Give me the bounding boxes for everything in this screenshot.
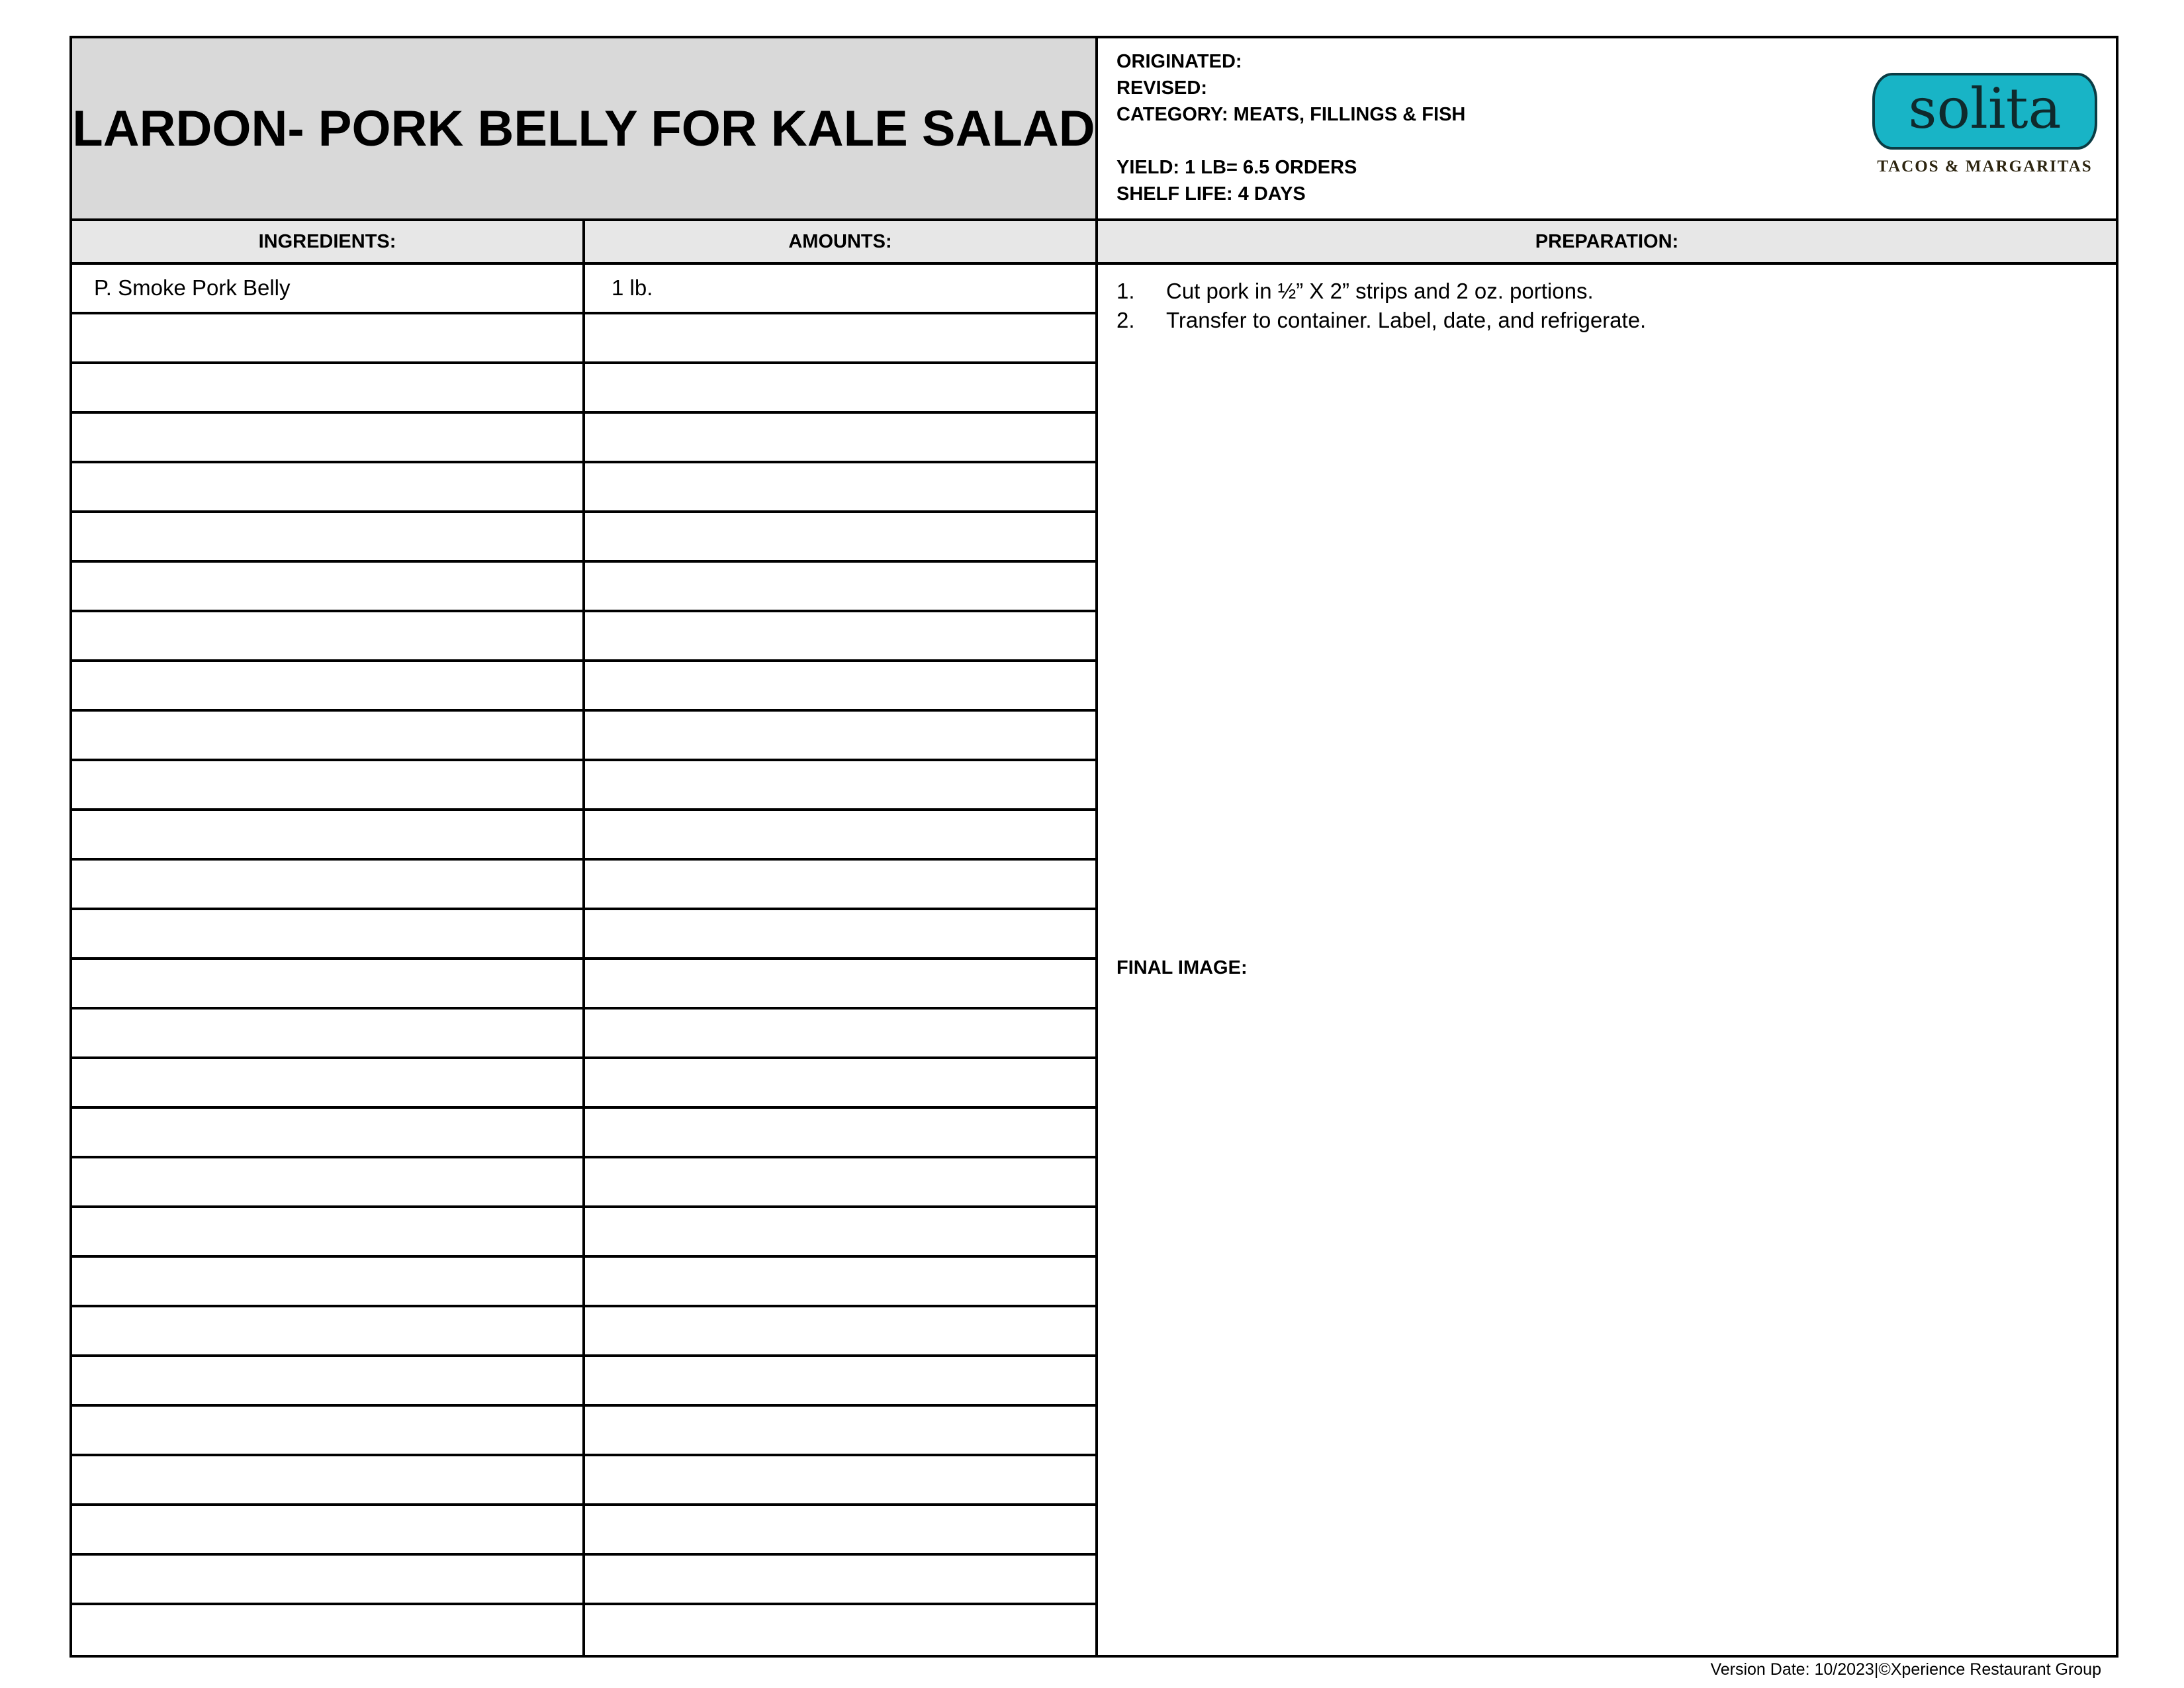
ingredient-cell [72, 1506, 585, 1553]
logo-tagline: TACOS & MARGARITAS [1877, 158, 2093, 175]
prep-step-number: 1. [1116, 279, 1135, 303]
amount-cell [585, 1258, 1098, 1305]
ingredient-cell [72, 662, 585, 709]
amount-cell [585, 761, 1098, 808]
preparation-section [1098, 265, 2116, 1655]
ingredient-cell [72, 314, 585, 361]
ingredient-cell [72, 1258, 585, 1305]
ingredient-cell [72, 1556, 585, 1603]
table-row [72, 1258, 1098, 1307]
amount-cell [585, 712, 1098, 759]
amount-cell [585, 1059, 1098, 1106]
prep-step-number: 2. [1116, 308, 1135, 332]
table-header-row [72, 218, 2116, 265]
ingredient-cell [72, 1009, 585, 1056]
amount-cell: 1 lb. [585, 265, 1098, 312]
amount-cell [585, 1556, 1098, 1603]
amount-cell [585, 513, 1098, 560]
table-row [72, 910, 1098, 960]
prep-step-text: Transfer to container. Label, date, and refrigerate. [1166, 308, 1647, 332]
table-row [72, 861, 1098, 910]
version-footer: Version Date: 10/2023|©Xperience Restaurant Group [1710, 1660, 2101, 1679]
amount-cell [585, 1109, 1098, 1156]
shelf-life-label: SHELF LIFE: 4 DAYS [1116, 183, 1306, 205]
table-row [72, 1109, 1098, 1158]
originated-label: ORIGINATED: [1116, 51, 1242, 72]
amount-cell [585, 1456, 1098, 1503]
amount-cell [585, 1208, 1098, 1255]
ingredient-cell [72, 910, 585, 957]
ingredient-cell [72, 811, 585, 858]
ingredient-cell [72, 1109, 585, 1156]
ingredient-cell [72, 1158, 585, 1205]
amount-cell [585, 861, 1098, 908]
table-row [72, 761, 1098, 811]
table-row [72, 1009, 1098, 1059]
amount-cell [585, 1506, 1098, 1553]
recipe-title: LARDON- PORK BELLY FOR KALE SALAD [72, 100, 1095, 157]
recipe-card [69, 36, 2118, 1658]
ingredient-cell [72, 563, 585, 610]
amount-cell [585, 1357, 1098, 1404]
table-row [72, 1506, 1098, 1556]
ingredients-header: INGREDIENTS: [72, 221, 585, 262]
ingredient-cell [72, 861, 585, 908]
ingredient-cell [72, 1605, 585, 1655]
ingredient-cell: P. Smoke Pork Belly [72, 265, 585, 312]
ingredient-cell [72, 612, 585, 659]
table-row [72, 314, 1098, 364]
amount-cell [585, 612, 1098, 659]
ingredient-cell [72, 414, 585, 461]
table-row [72, 1307, 1098, 1357]
table-row [72, 1208, 1098, 1258]
table-row [72, 712, 1098, 761]
amount-cell [585, 314, 1098, 361]
ingredient-cell [72, 1208, 585, 1255]
amount-cell [585, 662, 1098, 709]
ingredient-cell [72, 761, 585, 808]
ingredient-cell [72, 1059, 585, 1106]
table-row [72, 513, 1098, 563]
preparation-header: PREPARATION: [1535, 230, 1679, 252]
amount-cell [585, 960, 1098, 1007]
ingredient-cell [72, 1407, 585, 1454]
amount-cell [585, 1407, 1098, 1454]
table-row [72, 1158, 1098, 1208]
table-row [72, 414, 1098, 463]
amount-cell [585, 811, 1098, 858]
ingredient-cell [72, 463, 585, 510]
yield-label: YIELD: 1 LB= 6.5 ORDERS [1116, 157, 1357, 178]
solita-logo [1866, 73, 2104, 185]
table-row [72, 1605, 1098, 1655]
table-row [72, 1357, 1098, 1407]
revised-label: REVISED: [1116, 77, 1207, 99]
amount-cell [585, 1307, 1098, 1354]
ingredient-cell [72, 1456, 585, 1503]
table-row [72, 1059, 1098, 1109]
ingredient-cell [72, 1357, 585, 1404]
ingredient-cell [72, 364, 585, 411]
logo-badge [1872, 73, 2097, 150]
amounts-header: AMOUNTS: [585, 221, 1098, 262]
table-row [72, 612, 1098, 662]
amount-cell [585, 1158, 1098, 1205]
prep-step-text: Cut pork in ½” X 2” strips and 2 oz. portions. [1166, 279, 1594, 303]
table-row [72, 1456, 1098, 1506]
title-box [72, 38, 1098, 218]
amount-cell [585, 463, 1098, 510]
table-row [72, 1556, 1098, 1605]
table-row [72, 265, 1098, 314]
table-row [72, 364, 1098, 414]
ingredient-cell [72, 513, 585, 560]
amount-cell [585, 910, 1098, 957]
amount-cell [585, 1009, 1098, 1056]
amount-cell [585, 414, 1098, 461]
table-row [72, 563, 1098, 612]
ingredient-cell [72, 1307, 585, 1354]
prep-step [1116, 306, 1646, 335]
table-row [72, 811, 1098, 861]
table-row [72, 1407, 1098, 1456]
amount-cell [585, 1605, 1098, 1655]
final-image-label: FINAL IMAGE: [1116, 957, 1248, 978]
amount-cell [585, 364, 1098, 411]
ingredients-table [72, 265, 1098, 1655]
ingredient-cell [72, 960, 585, 1007]
logo-wordmark: solita [1908, 76, 2062, 141]
table-row [72, 960, 1098, 1009]
amount-cell [585, 563, 1098, 610]
category-label: CATEGORY: MEATS, FILLINGS & FISH [1116, 104, 1466, 125]
table-row [72, 662, 1098, 712]
table-row [72, 463, 1098, 513]
prep-step [1116, 277, 1594, 306]
recipe-meta [1098, 38, 2116, 218]
ingredient-cell [72, 712, 585, 759]
